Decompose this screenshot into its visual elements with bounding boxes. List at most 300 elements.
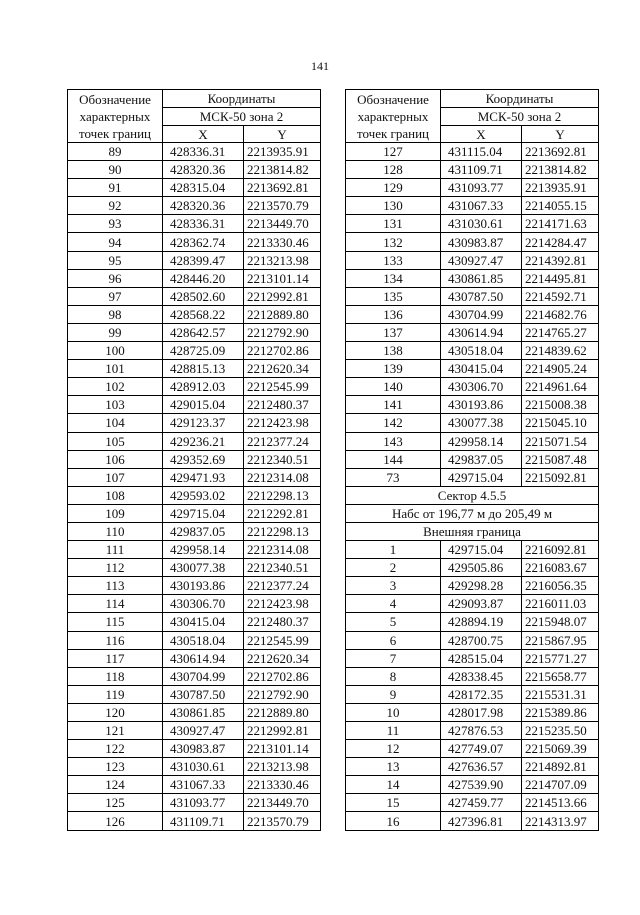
x-coordinate: 430927.47 bbox=[441, 251, 522, 269]
table-row bbox=[68, 414, 321, 432]
table-row bbox=[68, 685, 321, 703]
table-row bbox=[68, 323, 321, 341]
x-coordinate: 428894.19 bbox=[441, 613, 522, 631]
y-coordinate: 2212792.90 bbox=[244, 685, 321, 703]
point-number: 103 bbox=[68, 396, 163, 414]
table-row bbox=[68, 360, 321, 378]
x-coordinate: 430518.04 bbox=[163, 631, 244, 649]
y-coordinate: 2214682.76 bbox=[522, 305, 599, 323]
x-coordinate: 428700.75 bbox=[441, 631, 522, 649]
table-row bbox=[346, 215, 599, 233]
point-number: 109 bbox=[68, 504, 163, 522]
point-number: 104 bbox=[68, 414, 163, 432]
y-coordinate: 2214055.15 bbox=[522, 197, 599, 215]
x-coordinate: 430983.87 bbox=[163, 740, 244, 758]
page-number: 141 bbox=[311, 59, 329, 73]
point-number: 131 bbox=[346, 215, 441, 233]
x-coordinate: 431030.61 bbox=[163, 758, 244, 776]
table-row bbox=[68, 577, 321, 595]
coordinates-table-left bbox=[67, 89, 321, 831]
point-number: 117 bbox=[68, 649, 163, 667]
x-coordinate: 429715.04 bbox=[441, 468, 522, 486]
point-number: 16 bbox=[346, 812, 441, 830]
point-number: 92 bbox=[68, 197, 163, 215]
x-coordinate: 429298.28 bbox=[441, 577, 522, 595]
x-coordinate: 430704.99 bbox=[163, 667, 244, 685]
point-number: 90 bbox=[68, 161, 163, 179]
point-number: 3 bbox=[346, 577, 441, 595]
table-row bbox=[68, 522, 321, 540]
coords-title-header: Координаты bbox=[163, 90, 321, 108]
x-coordinate: 430861.85 bbox=[441, 269, 522, 287]
y-coordinate: 2213449.70 bbox=[244, 215, 321, 233]
y-coordinate: 2214392.81 bbox=[522, 251, 599, 269]
y-coordinate: 2214513.66 bbox=[522, 794, 599, 812]
x-coordinate: 429715.04 bbox=[163, 504, 244, 522]
y-coordinate: 2213101.14 bbox=[244, 740, 321, 758]
point-number: 132 bbox=[346, 233, 441, 251]
point-label-header: Обозначение характерных точек границ bbox=[346, 90, 441, 143]
y-coordinate: 2215867.95 bbox=[522, 631, 599, 649]
x-coordinate: 428725.09 bbox=[163, 342, 244, 360]
y-coordinate: 2212340.51 bbox=[244, 559, 321, 577]
table-row bbox=[346, 559, 599, 577]
x-coordinate: 429471.93 bbox=[163, 468, 244, 486]
y-coordinate: 2214905.24 bbox=[522, 360, 599, 378]
point-number: 126 bbox=[68, 812, 163, 830]
y-coordinate: 2213814.82 bbox=[244, 161, 321, 179]
point-number: 106 bbox=[68, 450, 163, 468]
table-row bbox=[346, 161, 599, 179]
x-coordinate: 430983.87 bbox=[441, 233, 522, 251]
x-coordinate: 427539.90 bbox=[441, 776, 522, 794]
x-coordinate: 431093.77 bbox=[441, 179, 522, 197]
x-coordinate: 431067.33 bbox=[441, 197, 522, 215]
point-number: 113 bbox=[68, 577, 163, 595]
x-header: X bbox=[441, 126, 522, 143]
table-row bbox=[346, 233, 599, 251]
y-coordinate: 2214171.63 bbox=[522, 215, 599, 233]
x-coordinate: 431109.71 bbox=[163, 812, 244, 830]
x-coordinate: 428446.20 bbox=[163, 269, 244, 287]
y-coordinate: 2214765.27 bbox=[522, 323, 599, 341]
y-coordinate: 2215531.31 bbox=[522, 685, 599, 703]
y-coordinate: 2212545.99 bbox=[244, 631, 321, 649]
point-number: 135 bbox=[346, 287, 441, 305]
point-number: 136 bbox=[346, 305, 441, 323]
y-coordinate: 2215771.27 bbox=[522, 649, 599, 667]
x-coordinate: 429236.21 bbox=[163, 432, 244, 450]
y-coordinate: 2215658.77 bbox=[522, 667, 599, 685]
point-number: 110 bbox=[68, 522, 163, 540]
y-coordinate: 2213692.81 bbox=[522, 143, 599, 161]
point-number: 121 bbox=[68, 722, 163, 740]
point-number: 142 bbox=[346, 414, 441, 432]
point-number: 124 bbox=[68, 776, 163, 794]
point-number: 98 bbox=[68, 305, 163, 323]
x-coordinate: 430077.38 bbox=[163, 559, 244, 577]
y-coordinate: 2212992.81 bbox=[244, 722, 321, 740]
point-number: 119 bbox=[68, 685, 163, 703]
table-row bbox=[68, 215, 321, 233]
y-coordinate: 2215008.38 bbox=[522, 396, 599, 414]
table-row bbox=[346, 595, 599, 613]
point-number: 15 bbox=[346, 794, 441, 812]
table-row bbox=[68, 378, 321, 396]
x-coordinate: 430927.47 bbox=[163, 722, 244, 740]
table-row bbox=[346, 179, 599, 197]
table-row bbox=[346, 197, 599, 215]
y-coordinate: 2213570.79 bbox=[244, 197, 321, 215]
point-number: 134 bbox=[346, 269, 441, 287]
table-row bbox=[68, 305, 321, 323]
boundary-label: Внешняя граница bbox=[346, 522, 599, 540]
point-number: 141 bbox=[346, 396, 441, 414]
y-coordinate: 2213213.98 bbox=[244, 251, 321, 269]
x-coordinate: 430861.85 bbox=[163, 703, 244, 721]
table-row bbox=[346, 613, 599, 631]
x-coordinate: 429958.14 bbox=[163, 541, 244, 559]
table-row bbox=[346, 414, 599, 432]
y-coordinate: 2213935.91 bbox=[244, 143, 321, 161]
x-coordinate: 428362.74 bbox=[163, 233, 244, 251]
point-number: 96 bbox=[68, 269, 163, 287]
y-coordinate: 2215069.39 bbox=[522, 740, 599, 758]
table-row bbox=[68, 631, 321, 649]
y-coordinate: 2213213.98 bbox=[244, 758, 321, 776]
x-coordinate: 429715.04 bbox=[441, 541, 522, 559]
point-number: 116 bbox=[68, 631, 163, 649]
y-coordinate: 2212889.80 bbox=[244, 305, 321, 323]
y-coordinate: 2214707.09 bbox=[522, 776, 599, 794]
y-coordinate: 2215045.10 bbox=[522, 414, 599, 432]
x-coordinate: 428642.57 bbox=[163, 323, 244, 341]
point-number: 127 bbox=[346, 143, 441, 161]
table-row bbox=[68, 559, 321, 577]
x-coordinate: 427459.77 bbox=[441, 794, 522, 812]
table-row bbox=[68, 649, 321, 667]
point-number: 122 bbox=[68, 740, 163, 758]
table-row bbox=[346, 631, 599, 649]
table-row bbox=[68, 504, 321, 522]
y-coordinate: 2212480.37 bbox=[244, 396, 321, 414]
x-coordinate: 430787.50 bbox=[163, 685, 244, 703]
coords-system-header: МСК-50 зона 2 bbox=[163, 108, 321, 126]
x-coordinate: 429593.02 bbox=[163, 486, 244, 504]
table-row bbox=[346, 649, 599, 667]
y-coordinate: 2212423.98 bbox=[244, 595, 321, 613]
table-row bbox=[68, 251, 321, 269]
y-coordinate: 2212314.08 bbox=[244, 541, 321, 559]
x-coordinate: 429505.86 bbox=[441, 559, 522, 577]
table-row bbox=[346, 758, 599, 776]
point-number: 2 bbox=[346, 559, 441, 577]
y-coordinate: 2216011.03 bbox=[522, 595, 599, 613]
x-coordinate: 428336.31 bbox=[163, 215, 244, 233]
y-coordinate: 2214495.81 bbox=[522, 269, 599, 287]
point-number: 97 bbox=[68, 287, 163, 305]
sector-title: Сектор 4.5.5 bbox=[346, 486, 599, 504]
table-row bbox=[346, 432, 599, 450]
sector-height-range: Набс от 196,77 м до 205,49 м bbox=[346, 504, 599, 522]
table-row bbox=[346, 667, 599, 685]
point-number: 120 bbox=[68, 703, 163, 721]
point-number: 89 bbox=[68, 143, 163, 161]
point-number: 12 bbox=[346, 740, 441, 758]
y-coordinate: 2212992.81 bbox=[244, 287, 321, 305]
point-number: 129 bbox=[346, 179, 441, 197]
x-coordinate: 430415.04 bbox=[163, 613, 244, 631]
x-coordinate: 431115.04 bbox=[441, 143, 522, 161]
point-number: 100 bbox=[68, 342, 163, 360]
point-number: 114 bbox=[68, 595, 163, 613]
y-coordinate: 2212423.98 bbox=[244, 414, 321, 432]
x-coordinate: 430415.04 bbox=[441, 360, 522, 378]
x-coordinate: 429093.87 bbox=[441, 595, 522, 613]
point-number: 95 bbox=[68, 251, 163, 269]
x-coordinate: 428338.45 bbox=[441, 667, 522, 685]
table-row bbox=[346, 685, 599, 703]
point-label-header: Обозначение характерных точек границ bbox=[68, 90, 163, 143]
point-number: 9 bbox=[346, 685, 441, 703]
point-number: 115 bbox=[68, 613, 163, 631]
x-coordinate: 429837.05 bbox=[441, 450, 522, 468]
table-row bbox=[346, 396, 599, 414]
point-number: 143 bbox=[346, 432, 441, 450]
table-row bbox=[68, 233, 321, 251]
table-row bbox=[346, 360, 599, 378]
point-number: 73 bbox=[346, 468, 441, 486]
table-row bbox=[68, 342, 321, 360]
x-coordinate: 429958.14 bbox=[441, 432, 522, 450]
point-number: 94 bbox=[68, 233, 163, 251]
y-coordinate: 2212702.86 bbox=[244, 342, 321, 360]
y-coordinate: 2214961.64 bbox=[522, 378, 599, 396]
point-number: 102 bbox=[68, 378, 163, 396]
y-coordinate: 2212792.90 bbox=[244, 323, 321, 341]
y-coordinate: 2214284.47 bbox=[522, 233, 599, 251]
point-number: 5 bbox=[346, 613, 441, 631]
table-row bbox=[68, 143, 321, 161]
point-number: 101 bbox=[68, 360, 163, 378]
table-row bbox=[68, 269, 321, 287]
table-row bbox=[346, 450, 599, 468]
y-coordinate: 2213814.82 bbox=[522, 161, 599, 179]
y-coordinate: 2212702.86 bbox=[244, 667, 321, 685]
x-coordinate: 430306.70 bbox=[441, 378, 522, 396]
y-coordinate: 2212480.37 bbox=[244, 613, 321, 631]
x-coordinate: 430614.94 bbox=[441, 323, 522, 341]
y-coordinate: 2213570.79 bbox=[244, 812, 321, 830]
table-row bbox=[68, 595, 321, 613]
point-number: 133 bbox=[346, 251, 441, 269]
x-coordinate: 428912.03 bbox=[163, 378, 244, 396]
x-coordinate: 430518.04 bbox=[441, 342, 522, 360]
point-number: 108 bbox=[68, 486, 163, 504]
point-number: 6 bbox=[346, 631, 441, 649]
point-number: 11 bbox=[346, 722, 441, 740]
point-number: 1 bbox=[346, 541, 441, 559]
table-row bbox=[68, 541, 321, 559]
y-coordinate: 2216092.81 bbox=[522, 541, 599, 559]
point-number: 13 bbox=[346, 758, 441, 776]
table-row bbox=[346, 305, 599, 323]
table-row bbox=[346, 703, 599, 721]
point-number: 93 bbox=[68, 215, 163, 233]
x-coordinate: 431067.33 bbox=[163, 776, 244, 794]
coords-title-header: Координаты bbox=[441, 90, 599, 108]
x-coordinate: 429352.69 bbox=[163, 450, 244, 468]
table-row bbox=[346, 541, 599, 559]
table-row bbox=[68, 468, 321, 486]
y-coordinate: 2215087.48 bbox=[522, 450, 599, 468]
x-coordinate: 428336.31 bbox=[163, 143, 244, 161]
point-number: 7 bbox=[346, 649, 441, 667]
point-number: 139 bbox=[346, 360, 441, 378]
x-coordinate: 430193.86 bbox=[163, 577, 244, 595]
point-number: 125 bbox=[68, 794, 163, 812]
table-row bbox=[346, 740, 599, 758]
table-row bbox=[68, 667, 321, 685]
point-number: 8 bbox=[346, 667, 441, 685]
y-coordinate: 2214892.81 bbox=[522, 758, 599, 776]
coords-system-header: МСК-50 зона 2 bbox=[441, 108, 599, 126]
x-coordinate: 430193.86 bbox=[441, 396, 522, 414]
table-row bbox=[346, 468, 599, 486]
table-row bbox=[346, 378, 599, 396]
y-coordinate: 2212377.24 bbox=[244, 577, 321, 595]
table-row bbox=[346, 577, 599, 595]
point-number: 123 bbox=[68, 758, 163, 776]
point-number: 128 bbox=[346, 161, 441, 179]
coordinates-table-right bbox=[345, 89, 599, 831]
point-number: 105 bbox=[68, 432, 163, 450]
x-coordinate: 428568.22 bbox=[163, 305, 244, 323]
y-coordinate: 2215389.86 bbox=[522, 703, 599, 721]
table-row bbox=[68, 812, 321, 830]
y-coordinate: 2215092.81 bbox=[522, 468, 599, 486]
table-row bbox=[68, 613, 321, 631]
point-number: 91 bbox=[68, 179, 163, 197]
y-coordinate: 2213330.46 bbox=[244, 776, 321, 794]
x-coordinate: 430306.70 bbox=[163, 595, 244, 613]
table-row bbox=[68, 722, 321, 740]
table-row bbox=[68, 396, 321, 414]
x-coordinate: 427876.53 bbox=[441, 722, 522, 740]
table-row bbox=[68, 197, 321, 215]
y-coordinate: 2213330.46 bbox=[244, 233, 321, 251]
x-coordinate: 431109.71 bbox=[441, 161, 522, 179]
point-number: 111 bbox=[68, 541, 163, 559]
x-coordinate: 431030.61 bbox=[441, 215, 522, 233]
table-row bbox=[346, 794, 599, 812]
y-coordinate: 2212889.80 bbox=[244, 703, 321, 721]
x-coordinate: 429837.05 bbox=[163, 522, 244, 540]
table-row bbox=[68, 794, 321, 812]
table-row bbox=[346, 342, 599, 360]
table-row bbox=[346, 251, 599, 269]
x-coordinate: 431093.77 bbox=[163, 794, 244, 812]
point-number: 107 bbox=[68, 468, 163, 486]
point-number: 4 bbox=[346, 595, 441, 613]
y-coordinate: 2212620.34 bbox=[244, 360, 321, 378]
y-coordinate: 2212314.08 bbox=[244, 468, 321, 486]
point-number: 137 bbox=[346, 323, 441, 341]
x-coordinate: 430787.50 bbox=[441, 287, 522, 305]
x-coordinate: 428320.36 bbox=[163, 161, 244, 179]
y-coordinate: 2214313.97 bbox=[522, 812, 599, 830]
point-number: 138 bbox=[346, 342, 441, 360]
x-coordinate: 430077.38 bbox=[441, 414, 522, 432]
y-coordinate: 2213101.14 bbox=[244, 269, 321, 287]
x-coordinate: 428320.36 bbox=[163, 197, 244, 215]
table-row bbox=[68, 287, 321, 305]
table-row bbox=[68, 740, 321, 758]
table-row bbox=[68, 432, 321, 450]
point-number: 130 bbox=[346, 197, 441, 215]
y-coordinate: 2215235.50 bbox=[522, 722, 599, 740]
point-number: 144 bbox=[346, 450, 441, 468]
y-coordinate: 2212620.34 bbox=[244, 649, 321, 667]
table-row bbox=[346, 287, 599, 305]
x-coordinate: 428172.35 bbox=[441, 685, 522, 703]
table-row bbox=[346, 812, 599, 830]
y-coordinate: 2212298.13 bbox=[244, 486, 321, 504]
y-coordinate: 2212298.13 bbox=[244, 522, 321, 540]
x-coordinate: 430614.94 bbox=[163, 649, 244, 667]
y-header: Y bbox=[522, 126, 599, 143]
table-row bbox=[68, 486, 321, 504]
x-coordinate: 428502.60 bbox=[163, 287, 244, 305]
y-coordinate: 2215071.54 bbox=[522, 432, 599, 450]
point-number: 118 bbox=[68, 667, 163, 685]
x-coordinate: 427396.81 bbox=[441, 812, 522, 830]
table-row bbox=[68, 758, 321, 776]
table-row bbox=[68, 161, 321, 179]
point-number: 140 bbox=[346, 378, 441, 396]
y-coordinate: 2212545.99 bbox=[244, 378, 321, 396]
y-coordinate: 2212377.24 bbox=[244, 432, 321, 450]
x-coordinate: 427636.57 bbox=[441, 758, 522, 776]
x-coordinate: 427749.07 bbox=[441, 740, 522, 758]
y-coordinate: 2212340.51 bbox=[244, 450, 321, 468]
x-coordinate: 428399.47 bbox=[163, 251, 244, 269]
y-coordinate: 2215948.07 bbox=[522, 613, 599, 631]
y-coordinate: 2216083.67 bbox=[522, 559, 599, 577]
x-coordinate: 428815.13 bbox=[163, 360, 244, 378]
table-row bbox=[346, 323, 599, 341]
y-coordinate: 2212292.81 bbox=[244, 504, 321, 522]
table-row bbox=[68, 776, 321, 794]
table-row bbox=[346, 722, 599, 740]
x-coordinate: 428515.04 bbox=[441, 649, 522, 667]
y-coordinate: 2213449.70 bbox=[244, 794, 321, 812]
table-row bbox=[68, 179, 321, 197]
x-coordinate: 428017.98 bbox=[441, 703, 522, 721]
table-row bbox=[68, 450, 321, 468]
point-number: 112 bbox=[68, 559, 163, 577]
y-coordinate: 2214592.71 bbox=[522, 287, 599, 305]
y-coordinate: 2213935.91 bbox=[522, 179, 599, 197]
table-row bbox=[68, 703, 321, 721]
point-number: 10 bbox=[346, 703, 441, 721]
y-header: Y bbox=[244, 126, 321, 143]
x-coordinate: 430704.99 bbox=[441, 305, 522, 323]
point-number: 14 bbox=[346, 776, 441, 794]
y-coordinate: 2213692.81 bbox=[244, 179, 321, 197]
table-row bbox=[346, 269, 599, 287]
point-number: 99 bbox=[68, 323, 163, 341]
